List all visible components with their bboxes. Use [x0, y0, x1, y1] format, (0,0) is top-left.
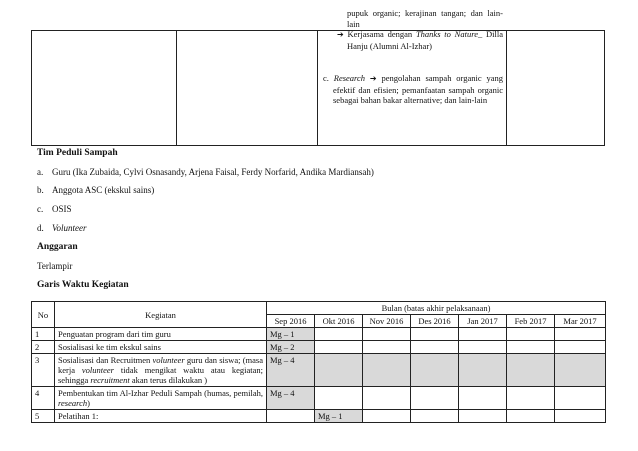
month-header: Mar 2017 [555, 315, 606, 328]
header-row [32, 302, 606, 315]
month-header: Feb 2017 [507, 315, 555, 328]
month-header: Nov 2016 [363, 315, 411, 328]
row-no: 4 [32, 387, 55, 410]
bullet-text-post: _ Dilla Hanju (Alumni Al-Izhar) [347, 29, 503, 51]
table-row [32, 341, 606, 354]
table-row [32, 387, 606, 410]
arrow-icon: ➔ [369, 74, 377, 83]
bullet-item [323, 29, 503, 51]
item-label: c. [323, 73, 329, 83]
header-bulan: Bulan (batas akhir pelaksanaan) [267, 302, 606, 315]
bullet-text: Kerjasama dengan [347, 29, 416, 39]
item-label: d. [37, 223, 44, 233]
timeline-mark: Mg – 4 [267, 354, 315, 387]
item-text: Volunteer [52, 223, 87, 233]
row-kegiatan: Penguatan program dari tim guru [55, 328, 267, 341]
row-kegiatan: Sosialisasi dan Recruitmen volunteer guru dan siswa; (masa kerja volunteer tidak mengikat waktu atau kegiatan; sehingga recruitment akan terus dilakukan ) [55, 354, 267, 387]
table-row [32, 410, 606, 423]
section-title-tim: Tim Peduli Sampah [37, 148, 118, 158]
item-label: a. [37, 167, 44, 177]
cell-line: pupuk organic; kerajinan tangan; dan lain-lain [347, 8, 503, 29]
timeline-mark: Mg – 4 [267, 387, 315, 410]
tim-item [37, 223, 87, 234]
table-divider [317, 31, 318, 145]
bullet-text-italic: Thanks to Nature [415, 29, 478, 39]
research-word: Research [333, 73, 366, 83]
row-kegiatan: Pembentukan tim Al-Izhar Peduli Sampah (humas, pemilah, research) [55, 387, 267, 410]
previous-table-fragment [31, 30, 605, 146]
tim-item [37, 167, 374, 178]
timeline-mark: Mg – 1 [267, 328, 315, 341]
header-kegiatan: Kegiatan [55, 302, 267, 328]
item-text: Guru (Ika Zubaida, Cylvi Osnasandy, Arjena Faisal, Ferdy Norfarid, Andika Mardiansah) [52, 167, 374, 177]
timeline-mark: Mg – 1 [315, 410, 363, 423]
section-title-garis: Garis Waktu Kegiatan [37, 280, 129, 290]
row-kegiatan: Sosialisasi ke tim ekskul sains [55, 341, 267, 354]
section-title-anggaran: Anggaran [37, 242, 78, 252]
anggaran-text: Terlampir [37, 261, 73, 271]
item-text: Anggota ASC (ekskul sains) [52, 185, 155, 195]
arrow-icon: ➔ [337, 30, 344, 39]
table-divider [506, 31, 507, 145]
month-header: Okt 2016 [315, 315, 363, 328]
item-text: OSIS [52, 204, 72, 214]
month-header: Sep 2016 [267, 315, 315, 328]
table-row [32, 354, 606, 387]
row-no: 5 [32, 410, 55, 423]
schedule-table [31, 301, 606, 423]
research-item [323, 73, 503, 106]
item-label: c. [37, 204, 44, 214]
row-no: 2 [32, 341, 55, 354]
table-row [32, 328, 606, 341]
month-header: Jan 2017 [459, 315, 507, 328]
row-kegiatan: Pelatihan 1: [55, 410, 267, 423]
table-cell-text [323, 8, 503, 106]
row-no: 3 [32, 354, 55, 387]
timeline-mark: Mg – 2 [267, 341, 315, 354]
row-no: 1 [32, 328, 55, 341]
item-label: b. [37, 185, 44, 195]
tim-item [37, 204, 72, 215]
tim-item [37, 185, 154, 196]
header-no: No [32, 302, 55, 328]
table-divider [176, 31, 177, 145]
research-text: pengolahan sampah organic yang efektif dan efisien; pemanfaatan sampah organic sebagai bahan bakar alternative; dan lain-lain [333, 73, 503, 105]
month-header: Des 2016 [411, 315, 459, 328]
